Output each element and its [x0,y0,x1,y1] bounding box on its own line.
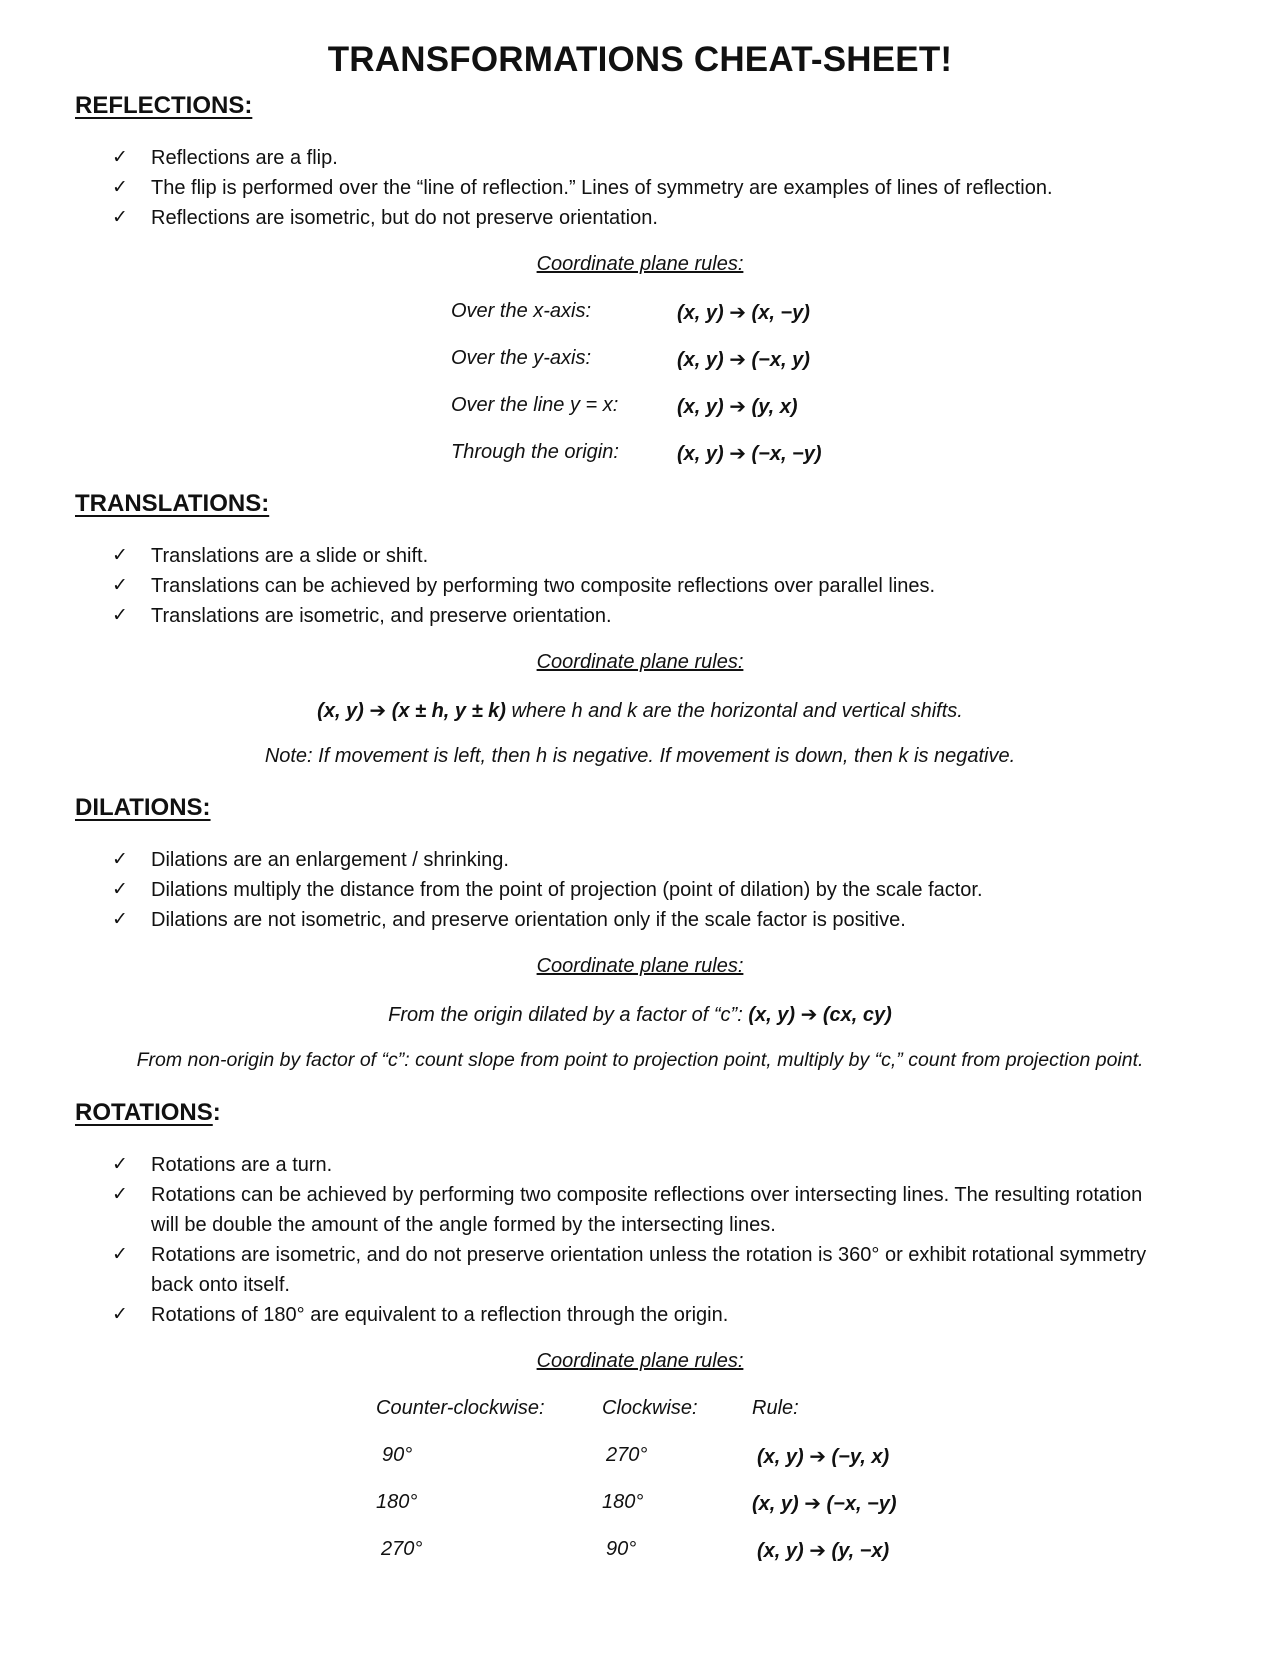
translations-heading: TRANSLATIONS: [75,490,270,517]
bullet-text: Reflections are isometric, but do not preserve orientation. [151,207,658,229]
bullet-text: Rotations are isometric, and do not preserve orientation unless the rotation is 360° or exhibit rotational symmetry back onto itself. [151,1244,1147,1296]
list-item [112,173,1151,203]
list-item [112,203,1151,233]
table-header-ccw: Counter-clockwise: [376,1397,545,1419]
bullet-text: Rotations are a turn. [151,1154,333,1176]
translation-formula: (x, y) ➔ (x ± h, y ± k) [317,700,506,722]
list-item [112,571,1151,601]
bullet-text: Rotations of 180° are equivalent to a reflection through the origin. [151,1304,729,1326]
list-item [112,601,1151,631]
table-cell-cw: 180° [602,1491,644,1513]
dilation-origin-text: From the origin dilated by a factor of “c”: [388,1004,749,1026]
check-icon: ✓ [112,909,128,930]
table-cell-ccw: 180° [376,1491,418,1513]
translations-rules-heading: Coordinate plane rules: [536,651,744,673]
list-item [112,845,1151,875]
check-icon: ✓ [112,575,128,596]
table-cell-ccw: 270° [381,1538,423,1560]
translation-rule-text: where h and k are the horizontal and vertical shifts. [505,700,963,722]
rule-formula: (x, y) ➔ (−x, −y) [677,443,822,465]
table-header-rule: Rule: [752,1397,799,1419]
dilation-origin-rule [0,1002,1280,1027]
bullet-text: Dilations are an enlargement / shrinking. [151,849,509,871]
rule-label: Over the y-axis: [451,347,592,369]
bullet-text: Dilations are not isometric, and preserve orientation only if the scale factor is positive. [151,909,906,931]
check-icon: ✓ [112,849,128,870]
list-item [112,1180,1151,1240]
check-icon: ✓ [112,147,128,168]
check-icon: ✓ [112,177,128,198]
check-icon: ✓ [112,605,128,626]
rule-formula: (x, y) ➔ (−x, y) [677,349,810,371]
list-item [112,1300,1151,1330]
table-cell-rule: (x, y) ➔ (−x, −y) [752,1493,897,1515]
check-icon: ✓ [112,1244,128,1265]
check-icon: ✓ [112,545,128,566]
rule-label: Through the origin: [451,441,619,463]
reflections-rules-heading: Coordinate plane rules: [536,253,744,275]
bullet-text: Reflections are a flip. [151,147,338,169]
table-cell-rule: (x, y) ➔ (y, −x) [757,1540,890,1562]
bullet-text: Translations can be achieved by performing two composite reflections over parallel lines. [151,575,936,597]
table-cell-cw: 90° [606,1538,637,1560]
rule-label: Over the line y = x: [451,394,619,416]
list-item [112,143,1151,173]
check-icon: ✓ [112,1184,128,1205]
translations-bullet-list [112,541,1151,631]
rotations-heading-text: ROTATIONS [75,1099,213,1126]
list-item [112,541,1151,571]
reflections-bullet-list [112,143,1151,233]
list-item [112,1150,1151,1180]
list-item [112,875,1151,905]
rotations-bullet-list [112,1150,1151,1330]
bullet-text: Rotations can be achieved by performing two composite reflections over intersecting lines. The resulting rotation will be double the amount of the angle formed by the intersecting lines. [151,1184,1143,1236]
dilation-non-origin-rule: From non-origin by factor of “c”: count slope from point to projection point, multiply by “c,” count from projection point. [136,1049,1144,1071]
dilations-heading: DILATIONS: [75,794,211,821]
list-item [112,905,1151,935]
list-item [112,1240,1151,1300]
table-cell-rule: (x, y) ➔ (−y, x) [757,1446,890,1468]
translation-note: Note: If movement is left, then h is negative. If movement is down, then k is negative. [264,745,1016,767]
dilation-origin-formula: (x, y) ➔ (cx, cy) [748,1004,892,1026]
page-title: TRANSFORMATIONS CHEAT-SHEET! [327,40,953,79]
rule-formula: (x, y) ➔ (y, x) [677,396,798,418]
bullet-text: The flip is performed over the “line of reflection.” Lines of symmetry are examples of lines of reflection. [151,177,1053,199]
rule-formula: (x, y) ➔ (x, −y) [677,302,810,324]
dilations-rules-heading: Coordinate plane rules: [536,955,744,977]
bullet-text: Dilations multiply the distance from the point of projection (point of dilation) by the scale factor. [151,879,983,901]
table-cell-ccw: 90° [382,1444,413,1466]
check-icon: ✓ [112,207,128,228]
check-icon: ✓ [112,1304,128,1325]
rotations-heading-colon: : [212,1099,221,1126]
translation-rule [0,698,1280,723]
bullet-text: Translations are a slide or shift. [151,545,429,567]
rule-label: Over the x-axis: [451,300,592,322]
table-header-cw: Clockwise: [602,1397,698,1419]
reflections-heading: REFLECTIONS: [75,92,253,119]
rotations-rules-heading: Coordinate plane rules: [536,1350,744,1372]
bullet-text: Translations are isometric, and preserve orientation. [151,605,612,627]
check-icon: ✓ [112,1154,128,1175]
check-icon: ✓ [112,879,128,900]
table-cell-cw: 270° [606,1444,648,1466]
dilations-bullet-list [112,845,1151,935]
rotations-heading [75,1099,221,1127]
